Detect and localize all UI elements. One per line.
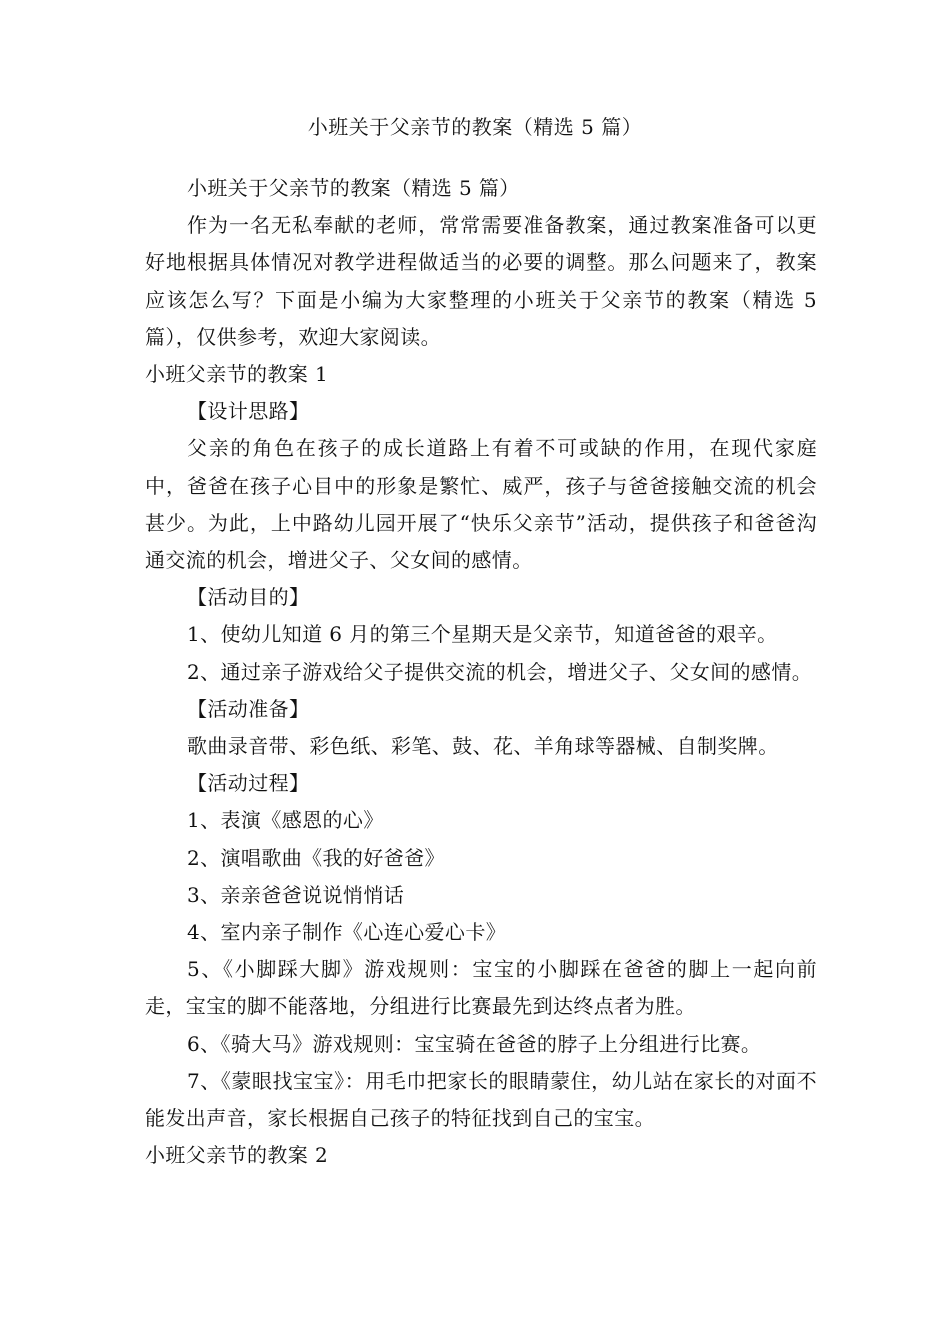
paragraph-subtitle: 小班关于父亲节的教案（精选 5 篇） [187, 176, 520, 200]
list-item-process-2: 2、演唱歌曲《我的好爸爸》 [187, 845, 445, 870]
list-item-process-7: 7、《蒙眼找宝宝》：用毛巾把家长的眼睛蒙住，幼儿站在家长的对面不能发出声音，家长根据自己孩子的特征找到自己的宝宝。 [145, 1068, 817, 1131]
list-item-goal-1: 1、使幼儿知道 6 月的第三个星期天是父亲节，知道爸爸的艰辛。 [187, 622, 778, 647]
paragraph-design-idea: 父亲的角色在孩子的成长道路上有着不可或缺的作用，在现代家庭中，爸爸在孩子心目中的形象是繁忙、威严，孩子与爸爸接触交流的机会甚少。为此，上中路幼儿园开展了“快乐父亲节”活动，提供孩子和爸爸沟通交流的机会，增进父子、父女间的感情。 [145, 436, 817, 573]
document-title: 小班关于父亲节的教案（精选 5 篇） [307, 115, 643, 139]
paragraph-intro: 作为一名无私奉献的老师，常常需要准备教案，通过教案准备可以更好地根据具体情况对教学进程做适当的必要的调整。那么问题来了，教案应该怎么写？下面是小编为大家整理的小班关于父亲节的教案（精选 5 篇），仅供参考，欢迎大家阅读。 [145, 213, 817, 349]
subheading-activity-prep: 【活动准备】 [187, 696, 310, 721]
section-heading-1: 小班父亲节的教案 1 [145, 362, 329, 387]
list-item-process-4: 4、室内亲子制作《心连心爱心卡》 [187, 920, 507, 945]
subheading-activity-goal: 【活动目的】 [187, 585, 310, 610]
list-item-goal-2: 2、通过亲子游戏给父子提供交流的机会，增进父子、父女间的感情。 [187, 659, 813, 684]
list-item-process-1: 1、表演《感恩的心》 [187, 808, 384, 833]
list-item-process-6: 6、《骑大马》游戏规则：宝宝骑在爸爸的脖子上分组进行比赛。 [187, 1031, 762, 1056]
subheading-design-idea: 【设计思路】 [187, 399, 310, 424]
document-body [145, 170, 817, 1174]
list-item-process-5: 5、《小脚踩大脚》游戏规则：宝宝的小脚踩在爸爸的脚上一起向前走，宝宝的脚不能落地，分组进行比赛最先到达终点者为胜。 [145, 957, 817, 1019]
list-item-process-3: 3、亲亲爸爸说说悄悄话 [187, 882, 405, 907]
paragraph-activity-prep: 歌曲录音带、彩色纸、彩笔、鼓、花、羊角球等器械、自制奖牌。 [187, 734, 779, 759]
section-heading-2: 小班父亲节的教案 2 [145, 1143, 329, 1168]
subheading-activity-process: 【活动过程】 [187, 771, 310, 796]
